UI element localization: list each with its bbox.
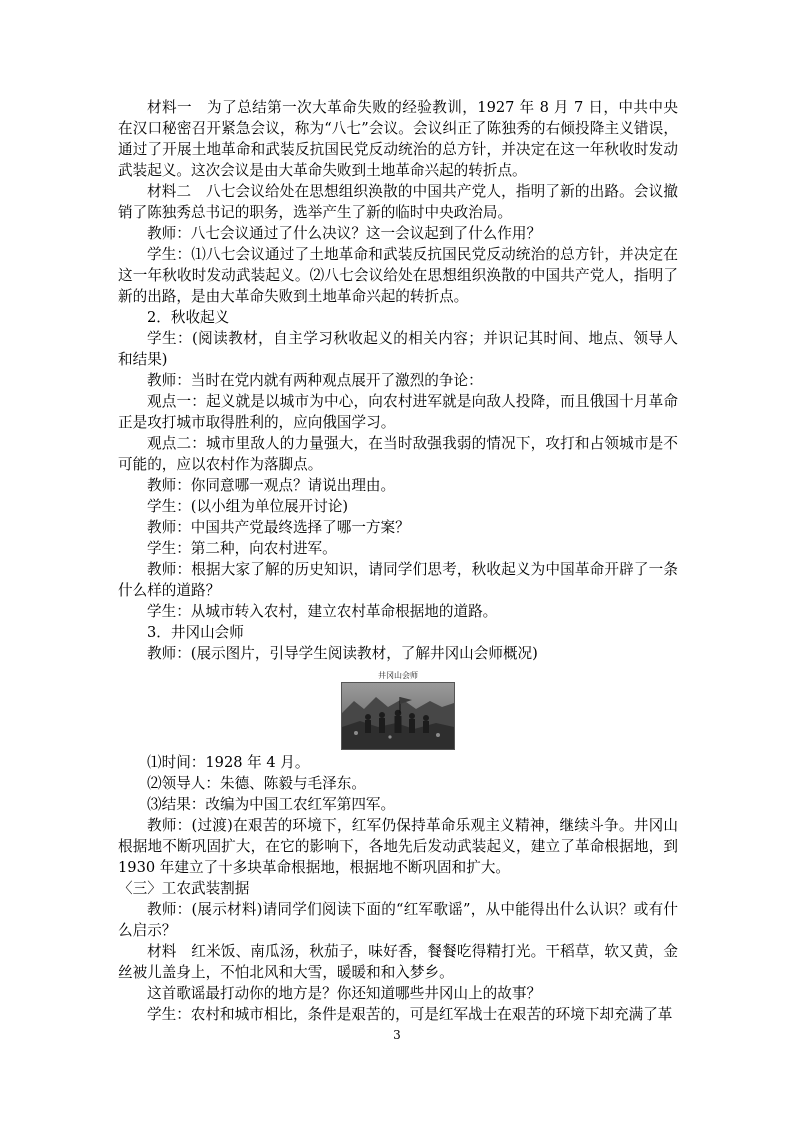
paragraph: 学生：从城市转入农村，建立农村革命根据地的道路。 [147,603,498,620]
paragraph: 教师：当时在党内就有两种观点展开了激烈的争论： [147,372,483,389]
paragraph-group-before-figure [118,97,678,664]
paragraph: 教师：中国共产党最终选择了哪一方案？ [147,519,410,536]
paragraph: ⑴时间：1928 年 4 月。 [147,754,310,771]
figure-caption: 井冈山会师 [378,671,418,680]
page-number: 3 [393,1028,401,1042]
paragraph: 教师：(展示材料)请同学们阅读下面的“红军歌谣”，从中能得出什么认识？或有什么启示？ [118,901,678,939]
document-body [118,97,678,1025]
paragraph: 学生：(以小组为单位展开讨论) [147,498,349,515]
paragraph: 学生：农村和城市相比，条件是艰苦的，可是红军战士在艰苦的环境下却充满了革 [147,1006,673,1023]
paragraph: 学生：第二种，向农村进军。 [147,540,337,557]
paragraph: 教师：八七会议通过了什么决议？这一会议起到了什么作用？ [147,225,542,242]
paragraph: 学生：(阅读教材，自主学习秋收起义的相关内容；并识记其时间、地点、领导人和结果) [118,330,678,368]
paragraph: 学生：⑴八七会议通过了土地革命和武装反抗国民党反动统治的总方针，并决定在这一年秋收时发动武装起义。⑵八七会议给处在思想组织涣散的中国共产党人，指明了新的出路，是由大革命失败到土地革命兴起的转折点。 [118,246,678,305]
paragraph: 3．井冈山会师 [147,624,244,641]
paragraph: 观点一：起义就是以城市为中心，向农村进军就是向敌人投降，而且俄国十月革命正是攻打城市取得胜利的，应向俄国学习。 [118,393,678,431]
paragraph: 材料 红米饭、南瓜汤，秋茄子，味好香，餐餐吃得精打光。干稻草，软又黄，金丝被儿盖身上，不怕北风和大雪，暖暖和和入梦乡。 [118,943,678,981]
jinggangshan-meeting-image [341,682,455,750]
paragraph: 观点二：城市里敌人的力量强大，在当时敌强我弱的情况下，攻打和占领城市是不可能的，应以农村作为落脚点。 [118,435,678,473]
figure [341,670,455,750]
paragraph-group-after-figure [118,752,678,1025]
paragraph: ⑵领导人：朱德、陈毅与毛泽东。 [147,775,366,792]
paragraph: 教师：(展示图片，引导学生阅读教材，了解井冈山会师概况) [147,645,538,662]
paragraph: ⑶结果：改编为中国工农红军第四军。 [147,796,396,813]
paragraph: 教师：根据大家了解的历史知识，请同学们思考，秋收起义为中国革命开辟了一条什么样的道路？ [118,561,678,599]
paragraph: 材料一 为了总结第一次大革命失败的经验教训，1927 年 8 月 7 日，中共中央在汉口秘密召开紧急会议，称为“八七”会议。会议纠正了陈独秀的右倾投降主义错误，通过了开展土地革命和武装反抗国民党反动统治的总方针，并决定在这一年秋收时发动武装起义。这次会议是由大革命失败到土地革命兴起的转折点。 [118,99,678,179]
paragraph: 2．秋收起义 [147,309,230,326]
paragraph: 教师：(过渡)在艰苦的环境下，红军仍保持革命乐观主义精神，继续斗争。井冈山根据地不断巩固扩大，在它的影响下，各地先后发动武装起义，建立了革命根据地，到 1930 年建立了十多块革命根据地，根据地不断巩固和扩大。 [118,817,678,876]
paragraph: 教师：你同意哪一观点？请说出理由。 [147,477,396,494]
paragraph: 材料二 八七会议给处在思想组织涣散的中国共产党人，指明了新的出路。会议撤销了陈独秀总书记的职务，选举产生了新的临时中央政治局。 [118,183,678,221]
paragraph: 这首歌谣最打动你的地方是？你还知道哪些井冈山上的故事？ [147,985,542,1002]
paragraph: 〈三〉工农武装割据 [118,880,250,897]
